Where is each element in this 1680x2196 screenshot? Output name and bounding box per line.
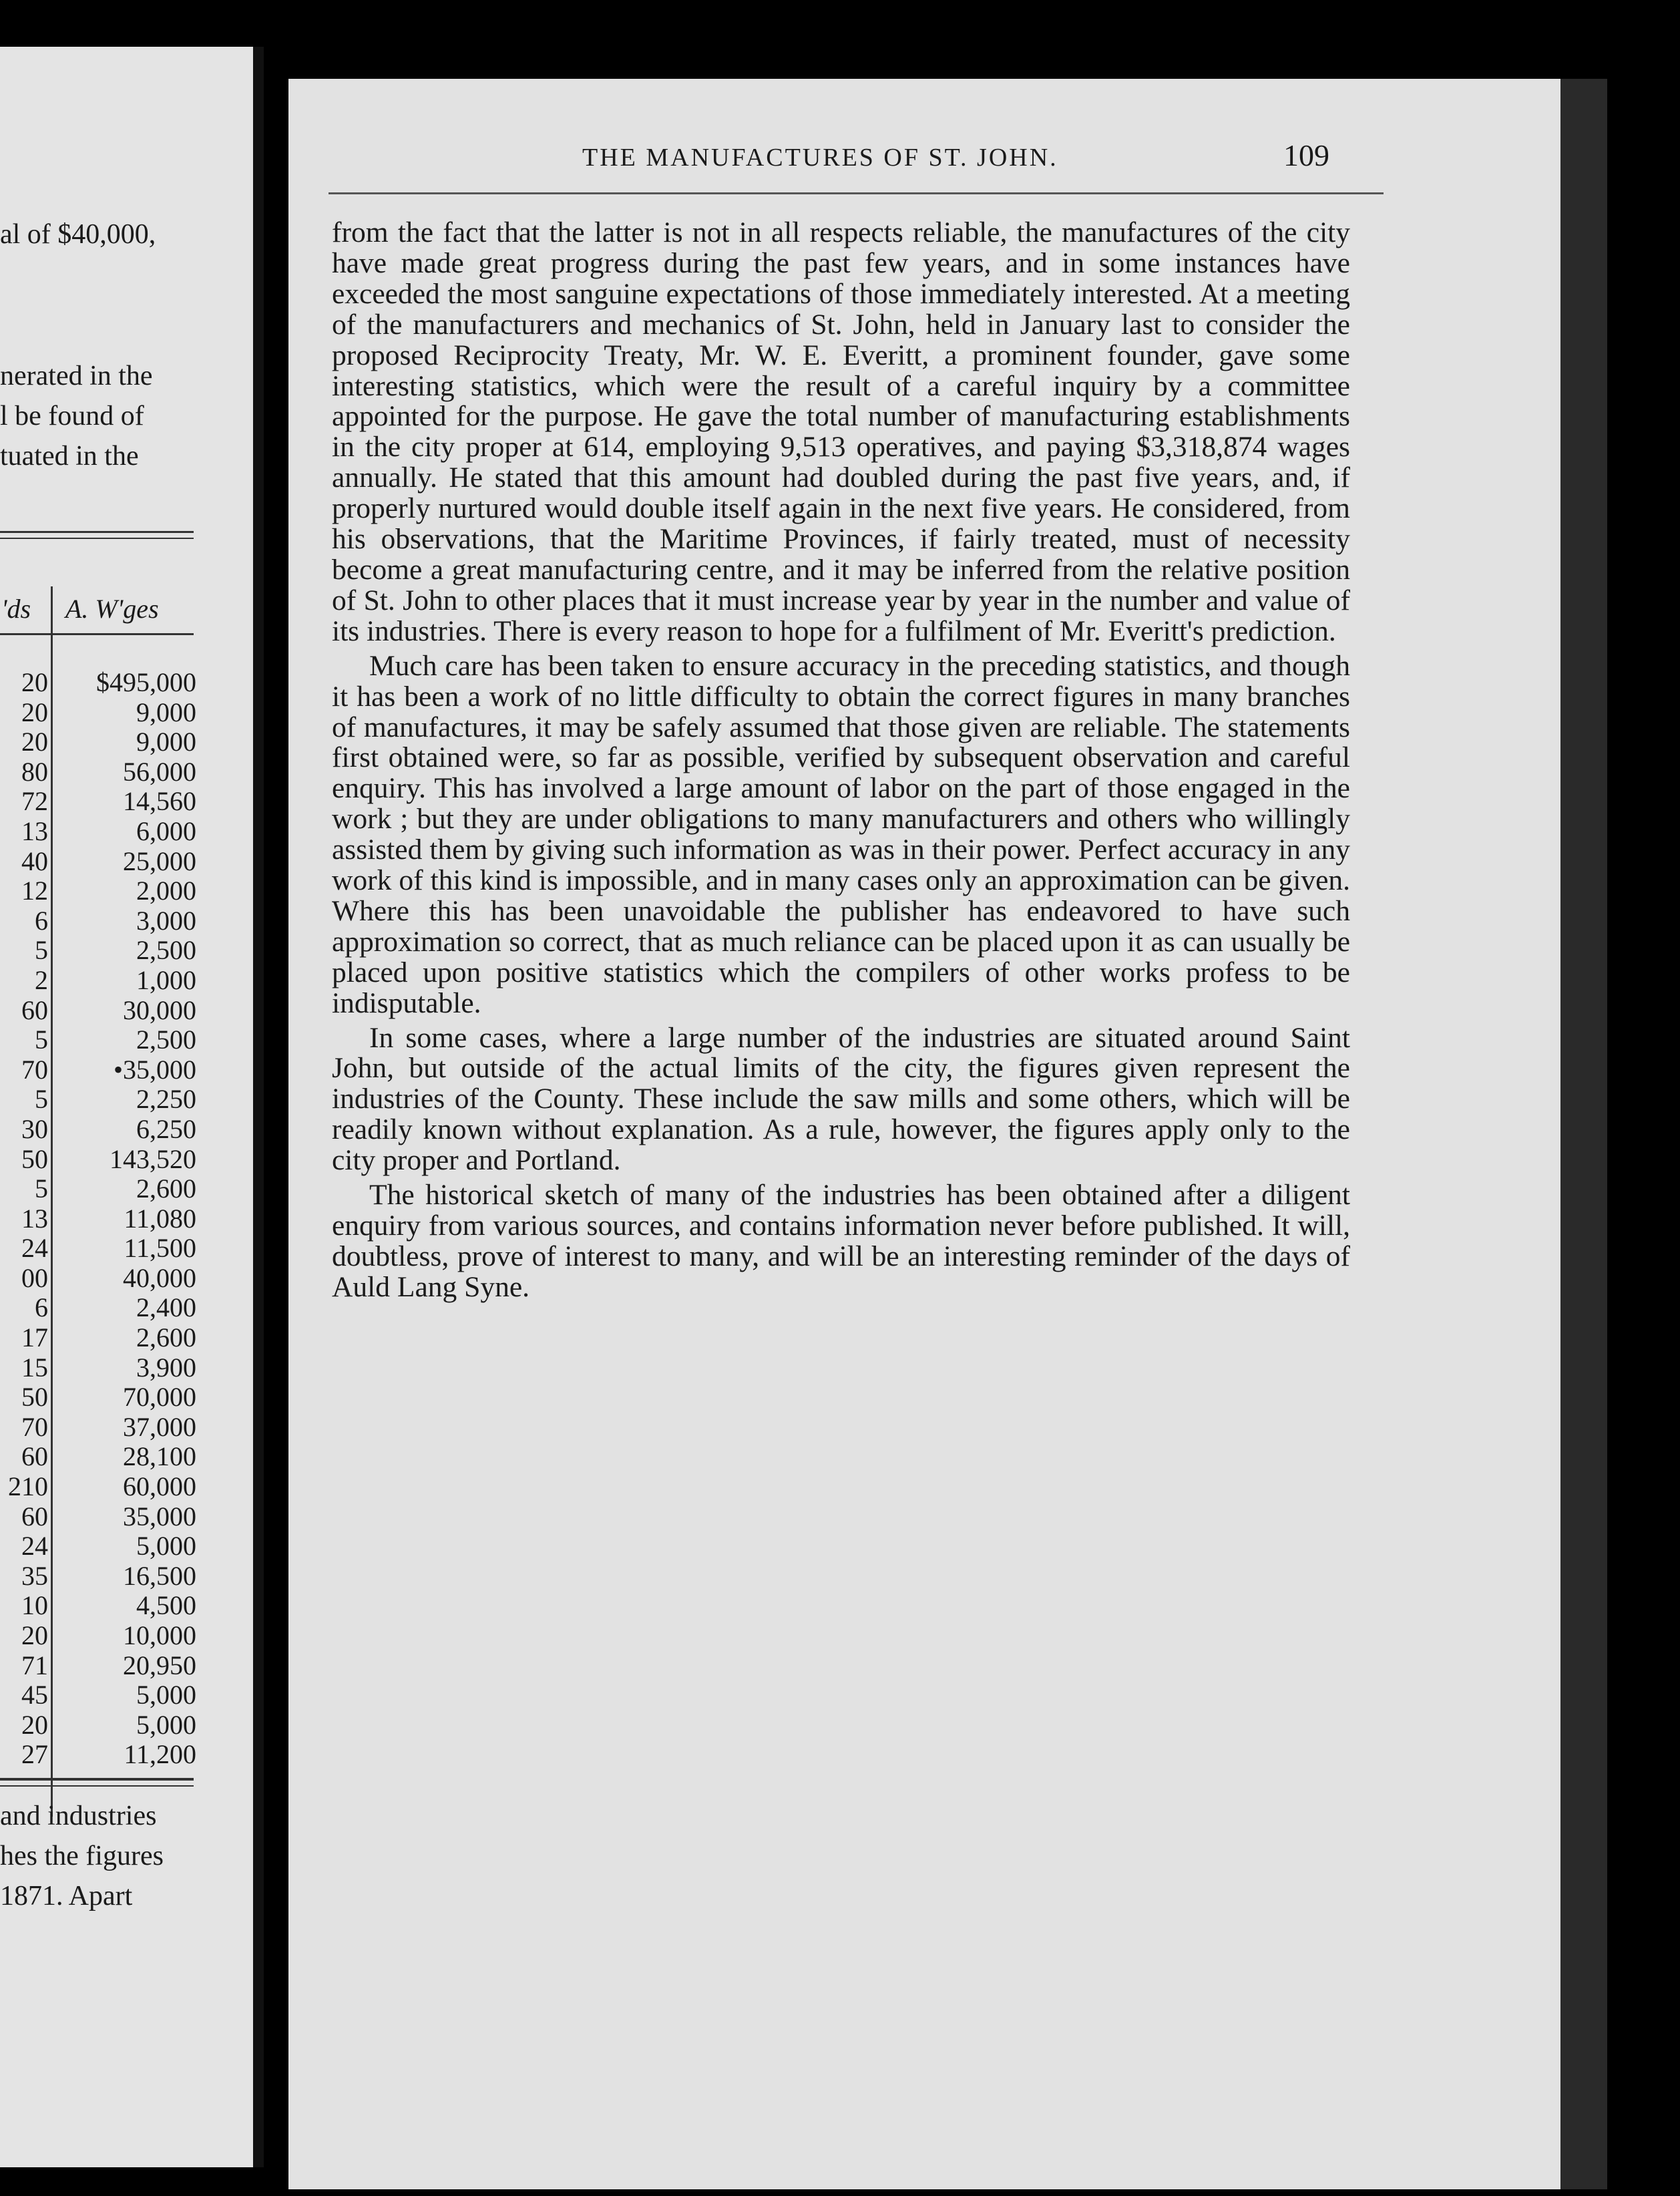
table-cell-count: 10 (21, 1590, 48, 1621)
table-cell-count: 72 (21, 786, 48, 817)
table-cell-wages: 4,500 (136, 1590, 196, 1621)
table-cell-wages: 5,000 (136, 1531, 196, 1562)
table-row (0, 1204, 200, 1234)
table-cell-wages: $495,000 (96, 667, 196, 697)
table-row (0, 1145, 200, 1175)
table-row (0, 1472, 200, 1502)
table-cell-count: 24 (21, 1531, 48, 1562)
table-cell-count: 6 (35, 905, 48, 936)
table-cell-wages: 9,000 (136, 727, 196, 757)
table-cell-wages: 6,000 (136, 815, 196, 846)
table-row (0, 996, 200, 1026)
table-row (0, 1680, 200, 1710)
table-cell-wages: 10,000 (123, 1620, 196, 1650)
table-cell-wages: 3,900 (136, 1352, 196, 1383)
left-fragment: tuated in the (0, 441, 139, 472)
table-row (0, 668, 200, 698)
table-cell-count: 60 (21, 994, 48, 1025)
table-row (0, 1293, 200, 1323)
table-cell-wages: 11,500 (124, 1233, 196, 1264)
table-row (0, 1442, 200, 1472)
left-fragment: l be found of (0, 401, 144, 431)
paragraph: from the fact that the latter is not in all respects reliable, the manufactures of the city have made great progress during the past few years, and in some instances have exceeded the most sanguine expectations of those immediately interested. At a meeting of the manufacturers and mechanics of St. John, held in January last to consider the proposed Reciprocity Treaty, Mr. W. E. Everitt, a prominent founder, gave some interesting statistics, which were the result of a careful inquiry by a committee appointed for the purpose. He gave the total number of manufacturing establishments in the city proper at 614, employing 9,513 operatives, and paying $3,318,874 wages annually. He stated that this amount had doubled during the past five years, and, if properly nurtured would double itself again in the next five years. He considered, from his observations, that the Maritime Provinces, if fairly treated, must of necessity become a great manufacturing centre, and it may be inferred from the relative position of St. John to other places that it must increase year by year in the number and value of its industries. There is every reason to hope for a fulfilment of Mr. Everitt's prediction. (332, 216, 1350, 647)
left-page-fragment (0, 47, 264, 2167)
table-row (0, 1085, 200, 1115)
table-cell-wages: 3,000 (136, 905, 196, 936)
table-cell-count: 00 (21, 1262, 48, 1293)
body-text (332, 218, 1350, 1303)
table-top-rule (0, 531, 194, 533)
table-row (0, 1413, 200, 1443)
table-cell-wages: 28,100 (123, 1441, 196, 1472)
table-cell-wages: 5,000 (136, 1709, 196, 1740)
table-cell-count: 20 (21, 667, 48, 697)
table-row (0, 757, 200, 787)
table-row (0, 1531, 200, 1562)
table-cell-count: 5 (35, 1173, 48, 1204)
paragraph: The historical sketch of many of the industries has been obtained after a diligent enquiry from various sources, and contains information never before published. It will, doubtless, prove of interest to many, and will be an interesting reminder of the days of Auld Lang Syne. (332, 1179, 1350, 1303)
table-cell-wages: 2,400 (136, 1292, 196, 1323)
table-row (0, 1651, 200, 1681)
paragraph: In some cases, where a large number of the industries are situated around Saint John, but outside of the actual limits of the city, the figures given represent the industries of the County. These include the saw mills and some others, which will be readily known without explanation. As a rule, however, the figures apply only to the city proper and Portland. (332, 1021, 1350, 1177)
table-cell-wages: 37,000 (123, 1411, 196, 1442)
table-header (0, 586, 200, 633)
table-row (0, 1323, 200, 1353)
table-row (0, 1710, 200, 1741)
table-cell-wages: 9,000 (136, 697, 196, 727)
table-cell-count: 2 (35, 964, 48, 995)
table-row (0, 698, 200, 728)
table-body (0, 668, 200, 1770)
book-spine (1560, 79, 1607, 2189)
table-cell-count: 6 (35, 1292, 48, 1323)
table-cell-wages: 2,250 (136, 1084, 196, 1115)
table-cell-wages: 35,000 (123, 1501, 196, 1531)
table-cell-count: 30 (21, 1113, 48, 1144)
table-cell-count: 20 (21, 1620, 48, 1650)
table-cell-count: 50 (21, 1382, 48, 1413)
table-cell-count: 70 (21, 1054, 48, 1085)
left-footer-fragment: and industries (0, 1801, 157, 1831)
table-cell-count: 15 (21, 1352, 48, 1383)
table-cell-count: 35 (21, 1560, 48, 1591)
table-row (0, 1502, 200, 1532)
table-row (0, 876, 200, 906)
table-cell-wages: 11,080 (124, 1203, 196, 1234)
table-row (0, 1115, 200, 1145)
table-bottom-rule (0, 1785, 194, 1787)
table-cell-count: 20 (21, 697, 48, 727)
table-cell-count: 5 (35, 935, 48, 966)
page-edge (253, 47, 264, 2167)
table-cell-wages: 2,500 (136, 1025, 196, 1055)
table-row (0, 1383, 200, 1413)
table-cell-wages: 5,000 (136, 1680, 196, 1710)
table-cell-wages: 30,000 (123, 994, 196, 1025)
table-cell-wages: 60,000 (123, 1471, 196, 1502)
table-row (0, 1055, 200, 1085)
table-row (0, 1562, 200, 1592)
left-fragment: nerated in the (0, 361, 153, 391)
table-row (0, 906, 200, 936)
table-cell-count: 5 (35, 1025, 48, 1055)
table-row (0, 1353, 200, 1383)
right-page (288, 79, 1607, 2189)
table-cell-count: 40 (21, 846, 48, 876)
table-cell-count: 60 (21, 1501, 48, 1531)
table-cell-wages: 2,000 (136, 876, 196, 906)
table-cell-wages: 2,600 (136, 1173, 196, 1204)
table-cell-wages: 14,560 (123, 786, 196, 817)
header-rule (329, 192, 1384, 194)
table-cell-wages: 11,200 (124, 1739, 196, 1770)
table-cell-wages: 20,950 (123, 1650, 196, 1680)
table-cell-count: 50 (21, 1143, 48, 1174)
table-cell-wages: 16,500 (123, 1560, 196, 1591)
table-cell-count: 80 (21, 756, 48, 787)
table-cell-count: 12 (21, 876, 48, 906)
table-row (0, 1025, 200, 1055)
table-cell-count: 27 (21, 1739, 48, 1770)
table-cell-count: 13 (21, 1203, 48, 1234)
table-row (0, 966, 200, 996)
table-cell-count: 210 (8, 1471, 48, 1502)
header-col-2: A. W'ges (65, 594, 159, 624)
table-header-rule (0, 633, 194, 635)
table-row (0, 727, 200, 757)
table-row (0, 1591, 200, 1621)
table-cell-count: 71 (21, 1650, 48, 1680)
table-top-rule (0, 538, 194, 539)
page-number: 109 (1283, 138, 1329, 172)
table-row (0, 936, 200, 966)
table-cell-count: 20 (21, 727, 48, 757)
table-row (0, 787, 200, 817)
table-cell-wages: 6,250 (136, 1113, 196, 1144)
table-cell-count: 45 (21, 1680, 48, 1710)
table-cell-count: 24 (21, 1233, 48, 1264)
table-row (0, 1264, 200, 1294)
table-row (0, 1174, 200, 1204)
table-cell-wages: 143,520 (110, 1143, 196, 1174)
left-footer-fragment: 1871. Apart (0, 1881, 133, 1911)
table-bottom-rule (0, 1778, 194, 1781)
table-row (0, 1234, 200, 1264)
table-cell-count: 20 (21, 1709, 48, 1740)
table-cell-wages: 56,000 (123, 756, 196, 787)
table-cell-wages: •35,000 (113, 1054, 196, 1085)
table-row (0, 817, 200, 847)
table-row (0, 1740, 200, 1770)
table-cell-count: 70 (21, 1411, 48, 1442)
table-cell-count: 13 (21, 815, 48, 846)
table-cell-count: 17 (21, 1322, 48, 1353)
left-footer-fragment: hes the figures (0, 1841, 164, 1871)
left-fragment: al of $40,000, (0, 219, 156, 250)
table-cell-wages: 2,500 (136, 935, 196, 966)
paragraph: Much care has been taken to ensure accuracy in the preceding statistics, and though it has been a work of no little difficulty to obtain the correct figures in many branches of manufactures, it may be safely assumed that those given are reliable. The statements first obtained were, so far as possible, verified by subsequent observation and careful enquiry. This has involved a large amount of labor on the part of those engaged in the work ; but they are under obligations to many manufacturers and others who willingly assisted them by giving such information as was in their power. Perfect accuracy in any work of this kind is impossible, and in many cases only an approximation can be given. Where this has been unavoidable the publisher has endeavored to have such approximation so correct, that as much reliance can be placed upon it as can usually be placed upon positive statistics which the compilers of other works profess to be indisputable. (332, 649, 1350, 1019)
table-cell-wages: 1,000 (136, 964, 196, 995)
table-cell-wages: 25,000 (123, 846, 196, 876)
table-row (0, 847, 200, 877)
table-row (0, 1621, 200, 1651)
table-cell-wages: 2,600 (136, 1322, 196, 1353)
table-cell-count: 60 (21, 1441, 48, 1472)
table-cell-wages: 40,000 (123, 1262, 196, 1293)
table-cell-count: 5 (35, 1084, 48, 1115)
running-head: THE MANUFACTURES OF ST. JOHN. (582, 144, 1058, 172)
table-cell-wages: 70,000 (123, 1382, 196, 1413)
header-col-1: 'ds (1, 594, 31, 624)
